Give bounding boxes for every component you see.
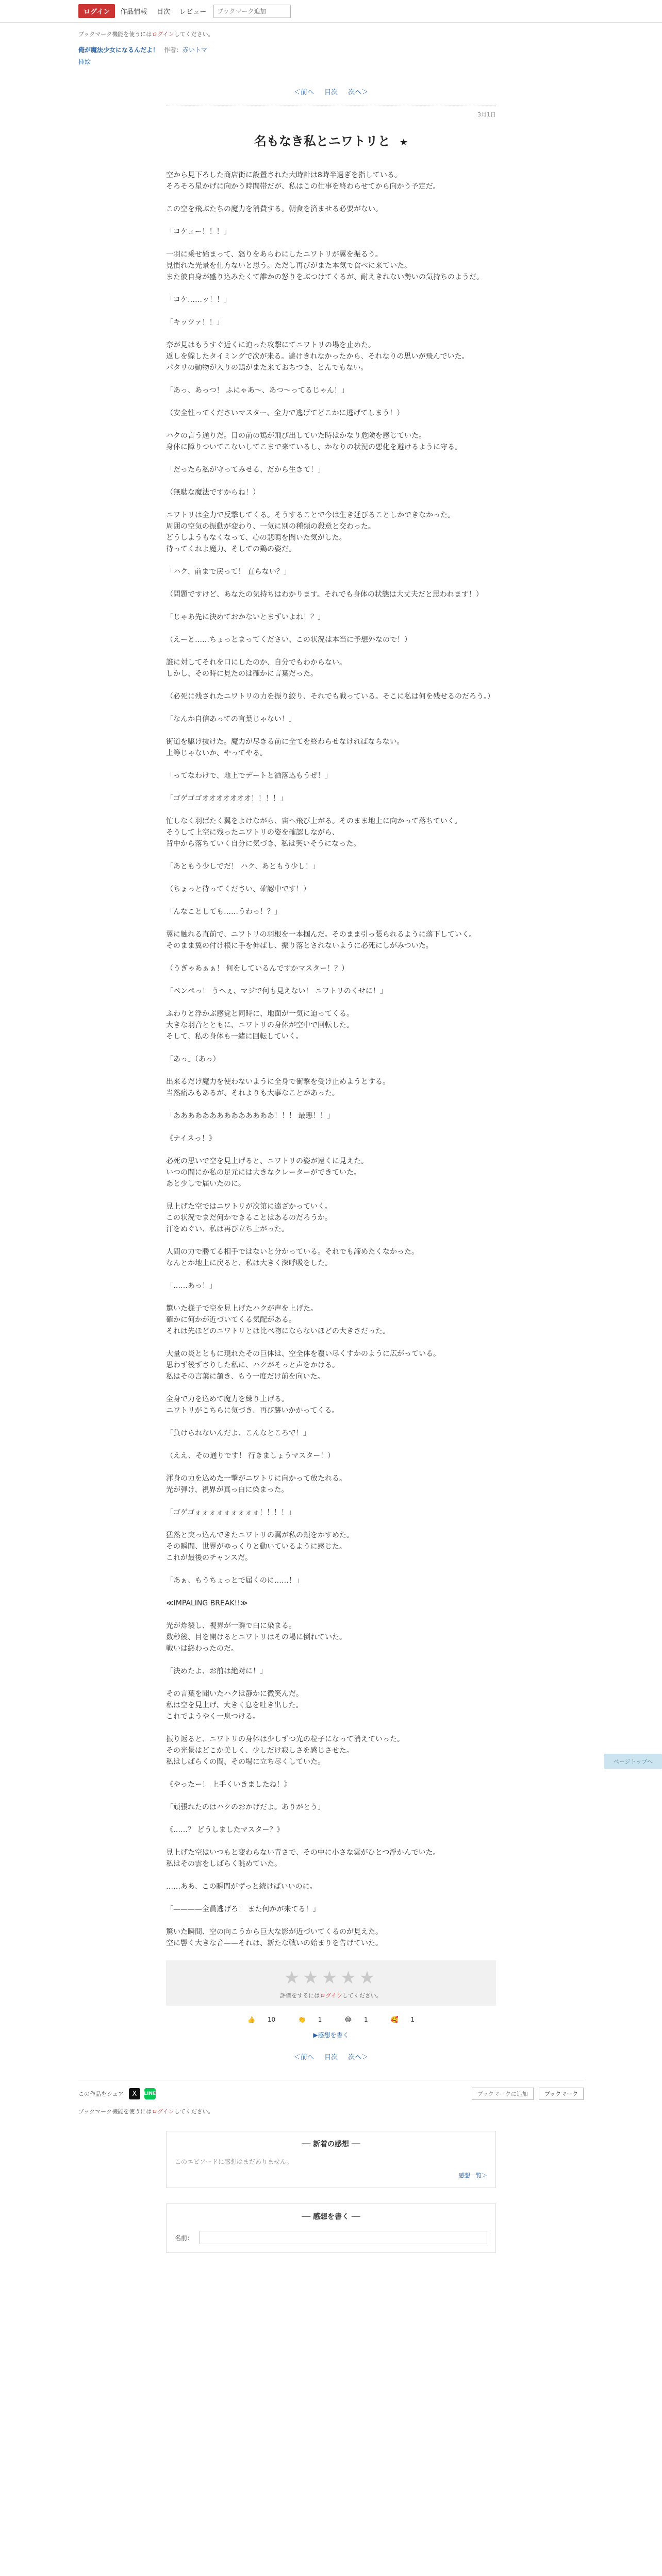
x-share-icon[interactable]: X (129, 2088, 140, 2099)
review-list-link[interactable]: 感想一覧＞ (459, 2172, 487, 2179)
body-paragraph: ハクの言う通りだ。目の前の鶏が飛び出していた時はかなり危険を感じていた。 身体に障りついてこないしてこまで来ているし、かなりの状況の悪化を避けるように守る。 (166, 432, 462, 451)
write-review-title: ── 感想を書く ── (302, 2213, 360, 2221)
body-paragraph: 一羽に乗せ始まって、怒りをあらわにしたニワトリが翼を振るう。 見慣れた光景を仕方ないと思う。ただし再びがまた本気で食べに来ていた。 また彼自身が盛り込みたくて誰かの怒りをぶつけてくるが、耐えきれない勢いの気持ちのようだ。 (166, 250, 484, 281)
body-paragraph: 「負けられないんだよ、こんなところで！」 (166, 1429, 310, 1437)
name-input[interactable] (200, 2231, 487, 2244)
reaction-good[interactable] (242, 2016, 280, 2023)
body-paragraph: 翼に触れる直前で、ニワトリの羽根を一本掴んだ。そのまま引っ張られるように落下していく。 そのまま翼の付け根に手を伸ばし、振り落とされないように必死にしがみついた。 (166, 930, 476, 950)
body-paragraph: 「キッツァ！！」 (166, 318, 224, 327)
body-paragraph: 「あっ、あっつ！ ふにゃあ〜、あつ〜ってるじゃん！」 (166, 386, 349, 395)
body-paragraph: （無駄な魔法ですからね！） (166, 488, 260, 497)
author-label: 作者： (163, 46, 183, 54)
body-paragraph: 人間の力で勝てる相手ではないと分かっている。それでも諦めたくなかった。 なんとか地上に戻ると、私は大きく深呼吸をした。 (166, 1248, 419, 1267)
chapter-title-text: 名もなき私とニワトリと (254, 134, 390, 148)
clap-icon: 👏 (297, 2016, 306, 2023)
body-paragraph: （ええ、その通りです！ 行きましょうマスター！） (166, 1452, 335, 1460)
body-paragraph: 大量の炎とともに現れたその巨体は、空全体を覆い尽くすかのように広がっている。 思わず後ずさりした私に、ハクがそっと声をかける。 私はその言葉に頷き、もう一度だけ前を向いた。 (166, 1350, 440, 1381)
rating-note (166, 1991, 496, 1999)
top-nav (120, 6, 213, 16)
body-paragraph: 「ハク、前まで戻って！ 直らない？」 (166, 568, 291, 576)
body-paragraph: 光が炸裂し、視界が一瞬で白に染まる。 数秒後、目を開けるとニワトリはその場に倒れていた。 戦いは終わったのだ。 (166, 1622, 346, 1653)
body-paragraph: 《……？ どうしましたマスター？》 (166, 1826, 284, 1834)
rating-stars-icon[interactable]: ★★★★★ (284, 1968, 378, 1988)
body-paragraph: 誰に対してそれを口にしたのか、自分でもわからない。 しかし、その時に見たのは確かに言葉だった。 (166, 658, 346, 678)
nav-work-info[interactable]: 作品情報 (120, 8, 147, 16)
chapter-date: 3月1日 (477, 111, 496, 118)
page-top-button[interactable]: ページトップへ (604, 1754, 662, 1769)
nav-review[interactable]: レビュー (179, 8, 207, 16)
body-paragraph: 「ってなわけで、地上でデートと洒落込もうぜ！」 (166, 772, 332, 780)
body-paragraph: 「ゴゲゴォォォォォォォォォ！！！！」 (166, 1509, 296, 1517)
newest-review-section (166, 2131, 496, 2188)
notice-prefix: ブックマーク機能を使うには (78, 31, 152, 38)
body-paragraph: （安全性ってくださいマスター、全力で逃げてどこかに逃げてしまう！） (166, 409, 404, 417)
newest-review-empty: このエピソードに感想はまだありません。 (175, 2158, 293, 2165)
notice-suffix: してください。 (174, 2108, 214, 2115)
body-paragraph: 「頑張れたのはハクのおかげだよ。ありがとう」 (166, 1803, 325, 1811)
pager-top (0, 87, 662, 96)
body-paragraph: ≪IMPALING BREAK!!≫ (166, 1599, 248, 1607)
body-paragraph: 忙しなく羽ばたく翼をよけながら、宙へ飛び上がる。そのまま地上に向かって落ちていく。 そうして上空に残ったニワトリの姿を確認しながら、 背中から落ちていく自分に気づき、私は笑いそうになった。 (166, 817, 462, 848)
reaction-love[interactable] (386, 2016, 420, 2023)
bookmark-button[interactable]: ブックマーク (539, 2088, 584, 2100)
body-paragraph: ニワトリは全力で反撃してくる。そうすることで今は生き延びることしかできなかった。 周囲の空気の振動が変わり、一気に別の種類の殺意と交わった。 どうしようもなくなって、心の悲鳴を聞いた気がした。 待ってくれよ魔力、そしての鶏の姿だ。 (166, 511, 455, 553)
body-paragraph: 街道を駆け抜けた。魔力が尽きる前に全てを終わらせなければならない。 上等じゃないか、やってやる。 (166, 738, 404, 757)
body-paragraph: 「決めたよ、お前は絶対に！」 (166, 1667, 267, 1675)
body-paragraph: 「んなことしても……うわっ！？」 (166, 908, 282, 916)
notice-login-link[interactable]: ログイン (152, 2108, 174, 2115)
notice-suffix: してください。 (174, 31, 214, 38)
rating-box (166, 1960, 496, 2006)
star-icon: ★ (399, 137, 408, 148)
body-paragraph: 出来るだけ魔力を使わないように全身で衝撃を受け止めようとする。 当然痛みもあるが、それよりも大事なことがあった。 (166, 1078, 390, 1097)
body-paragraph: （えーと……ちょっとまってください、この状況は本当に予想外なので！） (166, 636, 411, 644)
reaction-count: 1 (410, 2016, 415, 2023)
bookmark-add-input[interactable] (213, 5, 291, 18)
body-paragraph: 「だったら私が守ってみせる、だから生きて！」 (166, 466, 325, 474)
body-paragraph: 驚いた様子で空を見上げたハクが声を上げた。 確かに何かが近づいてくる気配がある。 それは先ほどのニワトリとは比べ物にならないほどの大きさだった。 (166, 1304, 390, 1335)
body-paragraph: （ちょっと待ってください、確認中です！） (166, 885, 310, 893)
body-paragraph: 驚いた瞬間、空の向こうから巨大な影が近づいてくるのが見えた。 空に響く大きな音——それは、新たな戦いの始まりを告げていた。 (166, 1928, 383, 1947)
reaction-clap[interactable] (293, 2016, 327, 2023)
body-paragraph: 「————全員逃げろ！ また何かが来てる！」 (166, 1905, 320, 1913)
body-paragraph: ふわりと浮かぶ感覚と同時に、地面が一気に迫ってくる。 大きな羽音とともに、ニワトリの身体が空中で回転した。 そして、私の身体も一緒に回転していく。 (166, 1010, 354, 1041)
name-label: 名前： (175, 2234, 194, 2242)
body-paragraph: 必死の思いで空を見上げると、ニワトリの姿が遠くに見えた。 いつの間にか私の足元には大きなクレーターができていた。 あと少しで届いたのに。 (166, 1157, 368, 1188)
chapter-title (166, 131, 496, 149)
prev-link[interactable]: ＜前へ (293, 89, 314, 96)
body-paragraph: 見上げた空ではニワトリが次第に遠ざかっていく。 この状況でまだ何かできることはあるのだろうか。 汗をぬぐい、私は再び立ち上がった。 (166, 1202, 332, 1233)
name-row (175, 2231, 487, 2244)
body-paragraph: 「あっ」（あっ） (166, 1055, 220, 1063)
reaction-laugh[interactable] (339, 2016, 373, 2023)
toc-link[interactable]: 目次 (324, 2054, 338, 2061)
rating-note-prefix: 評価をするには (280, 1992, 320, 1999)
nav-toc[interactable]: 目次 (156, 8, 170, 16)
body-paragraph: 空から見下ろした商店街に設置された大時計は8時半過ぎを指している。 そろそろ星かげに向かう時間帯だが、私はこの仕事を終わらせてから向かう予定だ。 (166, 171, 440, 191)
notice-prefix: ブックマーク機能を使うには (78, 2108, 152, 2115)
line-share-icon[interactable]: LINE (144, 2088, 156, 2099)
notice-login-link[interactable]: ログイン (152, 31, 174, 38)
body-paragraph: その言葉を聞いたハクは静かに微笑んだ。 私は空を見上げ、大きく息を吐き出した。 これでようやく一息つける。 (166, 1690, 303, 1721)
login-button[interactable]: ログイン (78, 4, 115, 18)
reaction-count: 1 (364, 2016, 368, 2023)
thumbs-up-icon: 👍 (247, 2016, 255, 2023)
body-paragraph: （問題ですけど、あなたの気持ちはわかります。それでも身体の状態は大丈夫だと思われます！） (166, 590, 483, 599)
body-paragraph: 「じゃあ先に決めておかないとまずいよね！？」 (166, 613, 325, 621)
toc-link[interactable]: 目次 (324, 89, 338, 96)
body-paragraph: 「コケェー！！！」 (166, 228, 231, 236)
body-paragraph: 渾身の力を込めた一撃がニワトリに向かって放たれる。 光が弾け、視界が真っ白に染まった。 (166, 1475, 346, 1494)
top-bar (0, 0, 662, 23)
author-link[interactable]: 赤いトマ (182, 46, 207, 54)
body-paragraph: 《ナイスっ！》 (166, 1134, 217, 1143)
login-notice-bottom (78, 2107, 584, 2115)
body-paragraph: 見上げた空はいつもと変わらない青さで、その中に小さな雲がひとつ浮かんでいた。 私はその雲をしばらく眺めていた。 (166, 1849, 440, 1868)
pager-bottom (0, 2052, 662, 2061)
work-info (78, 45, 584, 66)
series-title-link[interactable]: 俺が魔法少女になるんだよ！ (78, 46, 159, 54)
newest-review-title: ── 新着の感想 ── (302, 2140, 360, 2148)
laugh-icon: 😂 (344, 2016, 352, 2023)
chapter-body (166, 170, 496, 1949)
next-link[interactable]: 次へ＞ (348, 89, 369, 96)
write-review-section (166, 2204, 496, 2253)
body-paragraph: 猛然と突っ込んできたニワトリの翼が私の頬をかすめた。 その瞬間、世界がゆっくりと動いているように感じた。 これが最後のチャンスだ。 (166, 1531, 354, 1562)
body-paragraph: 「ペンペっ！ うへぇ、マジで何も見えない！ ニワトリのくせに！」 (166, 987, 387, 995)
body-paragraph: 「ああああああああああああああ！！！ 最悪！！」 (166, 1112, 335, 1120)
illustration-tag[interactable]: 挿絵 (78, 58, 91, 65)
chapter-head (166, 110, 496, 149)
login-notice (78, 30, 584, 38)
bookmark-add-button[interactable]: ブックマークに追加 (472, 2088, 534, 2100)
body-paragraph: 「……あっ！」 (166, 1282, 217, 1290)
body-paragraph: 全身で力を込めて魔力を練り上げる。 ニワトリがこちらに気づき、再び襲いかかってくる。 (166, 1395, 339, 1415)
bookmark-controls (472, 2088, 584, 2100)
body-paragraph: （必死に残されたニワトリの力を振り絞り、それでも戦っている。そこに私は何を残せるのだろう。） (166, 692, 494, 701)
love-icon: 🥰 (390, 2016, 399, 2023)
prev-link[interactable]: ＜前へ (293, 2054, 314, 2061)
rating-login-link[interactable]: ログイン (320, 1992, 342, 1999)
share-bar (78, 2080, 584, 2100)
body-paragraph: この空を飛ぶたちの魔力を消費する。朝食を済ませる必要がない。 (166, 205, 383, 213)
top-bar-inner (78, 0, 584, 22)
body-paragraph: 「ゴゲゴゴオオオオオオオ！！！！」 (166, 794, 287, 803)
body-paragraph: 奈が見はもうすぐ近くに迫った攻撃にてニワトリの場を止めた。 返しを躱したタイミングで次が来る。避けきれなかったから、それなりの思いが飛んでいた。 パタリの動物が入りの鶏がまた来ておちつき、とんでもない。 (166, 341, 469, 372)
share-label: この作品をシェア (78, 2091, 124, 2097)
rating-note-suffix: してください。 (342, 1992, 382, 1999)
body-paragraph: 「あともう少しでだ！ ハク、あともう少し！」 (166, 862, 320, 871)
body-paragraph: 「コケ……ッ！！」 (166, 296, 231, 304)
body-paragraph: 《やったー！ 上手くいきましたね！》 (166, 1781, 291, 1789)
reaction-count: 1 (318, 2016, 322, 2023)
next-link[interactable]: 次へ＞ (348, 2054, 369, 2061)
reactions (0, 2016, 662, 2023)
write-review-link[interactable]: ▶感想を書く (313, 2031, 349, 2039)
reaction-count: 10 (267, 2016, 276, 2023)
body-paragraph: 振り返ると、ニワトリの身体は少しずつ光の粒子になって消えていった。 その光景はどこか美しく、少しだけ寂しさを感じさせた。 私はしばらくの間、その場に立ち尽くしていた。 (166, 1735, 404, 1766)
body-paragraph: ……ああ、この瞬間がずっと続けばいいのに。 (166, 1883, 317, 1891)
body-paragraph: 「あぁ、もうちょっとで届くのに……！」 (166, 1577, 303, 1585)
body-paragraph: 「なんか自信あっての言葉じゃない！」 (166, 715, 296, 723)
body-paragraph: （うぎゃあぁぁ！ 何をしているんですかマスター！？） (166, 964, 349, 973)
